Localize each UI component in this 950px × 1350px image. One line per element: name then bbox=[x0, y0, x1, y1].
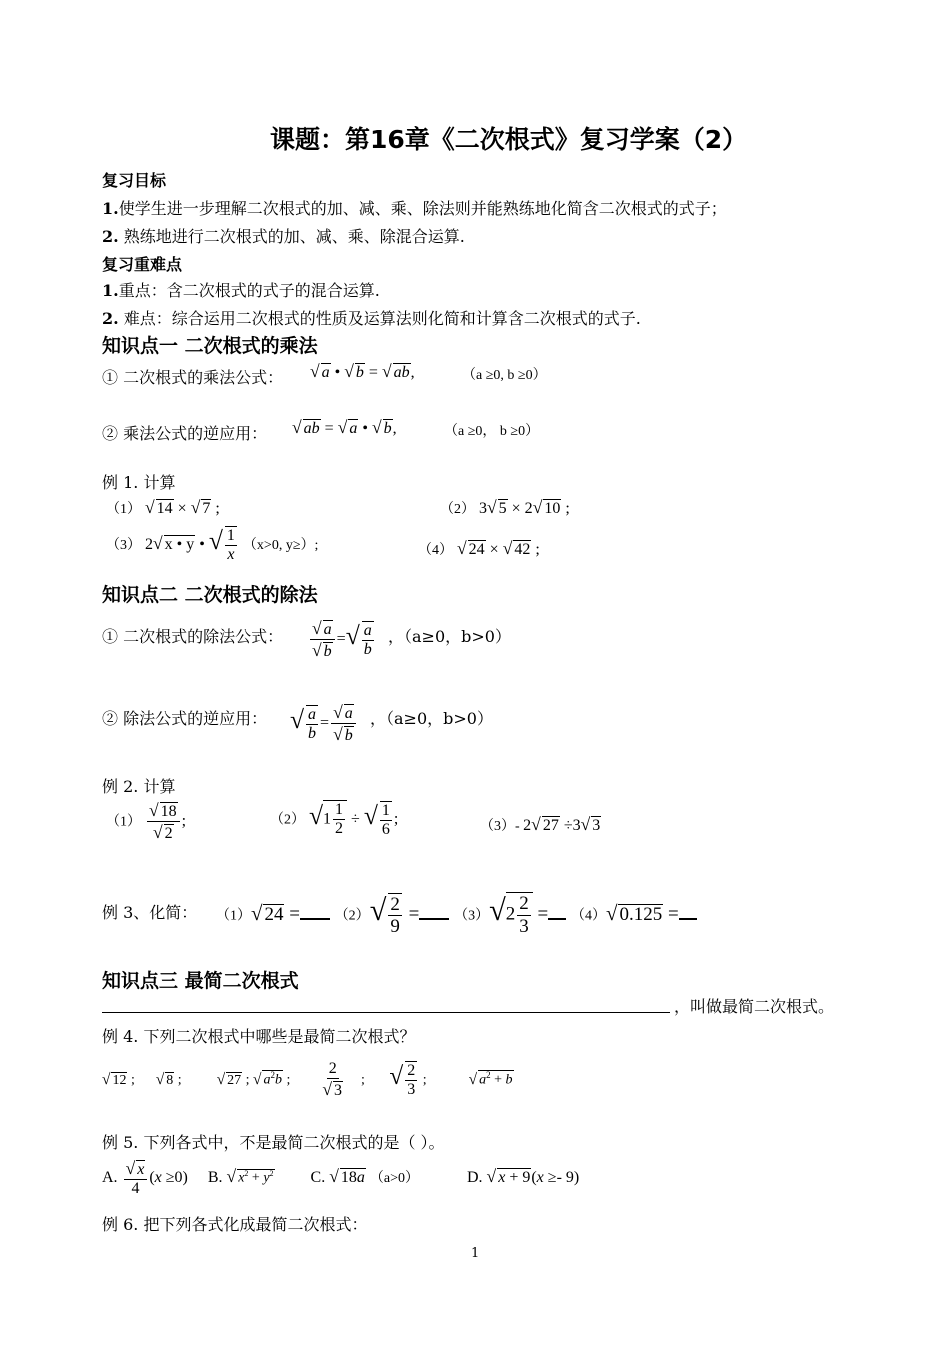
ex2-problem-1: （1） $\frac{√ 18}{√ 2}$ ; bbox=[106, 800, 187, 843]
goal-item-2-text: 熟练地进行二次根式的加、减、乘、除混合运算. bbox=[123, 227, 465, 246]
ex5-option-b: B. bbox=[207, 1169, 223, 1187]
kp2-formula-label: ① 二次根式的除法公式： bbox=[102, 627, 284, 646]
ex5-option-d: D. bbox=[466, 1169, 483, 1187]
definition-blank-line bbox=[102, 1012, 670, 1013]
kp1-formula-cond: （a ≥0, b ≥0） bbox=[462, 368, 547, 383]
key-item-2-text: 难点：综合运用二次根式的性质及运算法则化简和计算含二次根式的式子. bbox=[123, 309, 641, 328]
ex5-option-a: A. bbox=[102, 1169, 118, 1187]
ex5-option-c-cond: （a>0） bbox=[369, 1171, 419, 1187]
kp2-formula: $\frac{√ a}{√ b}$ =√ $\frac{a}{b}$ bbox=[312, 618, 372, 661]
example-5-label: 例 5. 下列各式中，不是最简二次根式的是（ ）。 bbox=[102, 1133, 445, 1152]
ex2-problem-3: （3）- 2√ 27 ÷3√ 3 bbox=[480, 814, 601, 834]
ex3-problems: （1）√ 24 = （2）√ $\frac{2}{9}$ = （3）√2 $\frac{2}{3}$ = （4）√ 0.125 = bbox=[216, 892, 697, 938]
ex2-p3-num: （3）- bbox=[480, 819, 524, 834]
key-item-2-num: 2. bbox=[102, 309, 119, 328]
kp1-heading: 知识点一 二次根式的乘法 bbox=[102, 335, 318, 357]
ex1-problem-3: （3） 2√ x • y • √ $\frac{1}{x}$ （x>0, y≥）; bbox=[106, 526, 319, 564]
ex1-p1-num: （1） bbox=[106, 502, 141, 517]
ex3-p2-num: （2） bbox=[334, 908, 370, 924]
ex1-p4-num: （4） bbox=[418, 543, 453, 558]
ex1-problem-1: （1） √ 14 × √ 7 ; bbox=[106, 497, 220, 517]
goal-item-2 bbox=[102, 224, 465, 247]
goal-item-1-text: 使学生进一步理解二次根式的加、减、乘、除法则并能熟练地化简含二次根式的式子； bbox=[118, 199, 727, 218]
ex1-p2-num: （2） bbox=[440, 502, 475, 517]
ex5-options: A. $\frac{√ x}{4}$ (x ≥0) B. √ $x^2 + y^2$ C. √ 18a （a>0） D. √ x + 9(x ≥- 9) bbox=[102, 1158, 580, 1198]
key-item-1-num: 1. bbox=[102, 281, 119, 300]
ex3-p1-num: （1） bbox=[216, 908, 251, 924]
ex1-p3-num: （3） bbox=[106, 538, 141, 554]
kp2-inverse-cond: ，（a≥0，b>0） bbox=[370, 709, 493, 728]
page-title: 课题：第16章《二次根式》复习学案（2） bbox=[270, 125, 748, 154]
kp2-inverse-formula: √ $\frac{a}{b}$ = $\frac{√ a}{√ b}$ bbox=[290, 702, 358, 746]
ex5-option-c: C. bbox=[310, 1169, 326, 1187]
example-4-label: 例 4. 下列二次根式中哪些是最简二次根式？ bbox=[102, 1027, 416, 1046]
kp2-heading: 知识点二 二次根式的除法 bbox=[102, 584, 318, 606]
kp3-definition-tail: ，叫做最简二次根式。 bbox=[674, 997, 835, 1016]
kp3-heading: 知识点三 最简二次根式 bbox=[102, 970, 299, 992]
ex3-p4-num: （4） bbox=[571, 908, 606, 924]
example-2-label: 例 2. 计算 bbox=[102, 777, 176, 796]
key-item-1 bbox=[102, 278, 380, 301]
goals-heading: 复习目标 bbox=[102, 171, 167, 190]
ex1-problem-4: （4） √ 24 × √ 42 ; bbox=[418, 538, 540, 558]
kp2-inverse-label: ② 除法公式的逆应用： bbox=[102, 709, 268, 728]
ex1-problem-2: （2） 3√ 5 × 2√ 10 ; bbox=[440, 497, 570, 517]
ex2-problem-2: （2） √1 $\frac{1}{2}$ ÷ √ $\frac{1}{6}$ ; bbox=[270, 800, 399, 838]
kp1-inverse-cond: （a ≥0， b ≥0） bbox=[444, 424, 540, 439]
ex2-p1-num: （1） bbox=[106, 814, 141, 830]
ex4-items: √ 12 ; √ 8 ; √ 27 ; √ $a^2b$ ; $\frac{2}{√ 3}$ ; √ $\frac{2}{3}$ ; √ $a^2 + b$ bbox=[102, 1060, 513, 1100]
example-3-label: 例 3、化简： bbox=[102, 903, 198, 922]
goal-item-1-num: 1. bbox=[102, 199, 119, 218]
kp1-formula-label: ① 二次根式的乘法公式： bbox=[102, 368, 284, 387]
key-item-1-text: 重点：含二次根式的式子的混合运算. bbox=[118, 281, 380, 300]
ex1-p3-cond: （x>0, y≥）; bbox=[242, 538, 319, 554]
ex2-p2-num: （2） bbox=[270, 812, 305, 828]
kp2-formula-cond: ，（a≥0，b>0） bbox=[388, 627, 511, 646]
goal-item-1 bbox=[102, 196, 727, 219]
example-1-label: 例 1. 计算 bbox=[102, 473, 176, 492]
ex3-p3-num: （3） bbox=[454, 908, 490, 924]
page-number: 1 bbox=[471, 1246, 480, 1261]
kp1-inverse-formula: √ ab = √ a • √ b, bbox=[292, 417, 397, 437]
key-heading: 复习重难点 bbox=[102, 255, 183, 274]
kp1-formula: √ a • √ b = √ ab, bbox=[310, 361, 415, 381]
key-item-2 bbox=[102, 306, 641, 329]
goal-item-2-num: 2. bbox=[102, 227, 119, 246]
example-6-label: 例 6. 把下列各式化成最简二次根式： bbox=[102, 1215, 368, 1234]
kp1-inverse-label: ② 乘法公式的逆应用： bbox=[102, 424, 268, 443]
